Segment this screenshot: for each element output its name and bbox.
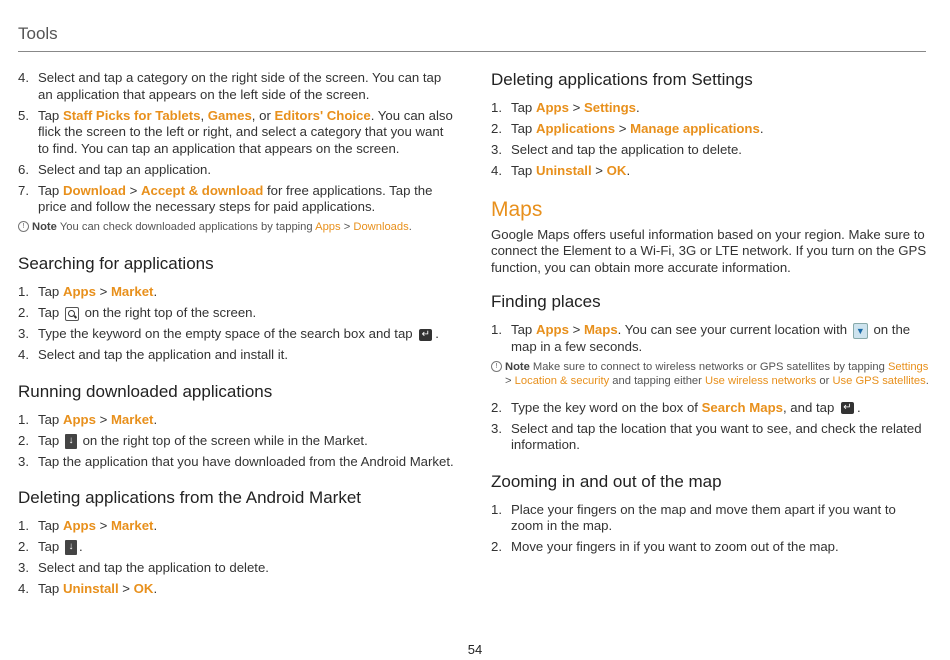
step-text: .: [408, 221, 412, 233]
step-number: 2.: [491, 539, 502, 555]
step-text: Tap: [38, 432, 63, 448]
note-label: Note: [505, 360, 530, 373]
enter-key-icon: ↵: [419, 329, 432, 341]
note-label: Note: [32, 221, 57, 233]
step-text: . You can also flick the screen to the left or right, and select a category that you want to find. You can tap an application that appears on the screen.: [38, 107, 453, 156]
step-text: Tap: [38, 518, 63, 533]
step-text: .: [925, 374, 929, 387]
deleting-market-steps-list: [18, 518, 458, 598]
menu-path-term: Maps: [583, 322, 618, 337]
step-text: Tap: [511, 163, 536, 178]
market-steps-list: [18, 70, 458, 216]
step-text: >: [118, 581, 134, 596]
step-text: .: [153, 411, 158, 427]
step-number: 2.: [491, 121, 502, 136]
step-number: 3.: [18, 453, 29, 469]
step-text: Select and tap the location that you want to see, and check the related information.: [511, 420, 922, 453]
step-text: You can check downloaded applications by tapping: [59, 221, 316, 233]
step-text: for free applications. Tap the price and follow the necessary steps for paid applications.: [38, 182, 433, 214]
menu-path-term: Downloads: [353, 221, 409, 233]
step-text: , or: [251, 107, 275, 123]
list-item: [18, 284, 458, 301]
list-item: [18, 433, 458, 450]
step-text: or: [816, 374, 833, 387]
list-item: [491, 502, 931, 535]
location-icon: ▼: [853, 323, 868, 339]
step-text: Move your fingers in if you want to zoom out of the map.: [511, 539, 839, 555]
step-text: Tap the application that you have downloaded from the Android Market.: [38, 453, 454, 469]
menu-path-term: Download: [62, 182, 126, 198]
step-text: Tap: [38, 284, 63, 299]
list-item: [491, 421, 931, 454]
left-column: [18, 70, 458, 602]
menu-path-term: Market: [110, 518, 154, 533]
menu-path-term: Settings: [887, 360, 929, 373]
step-number: 3.: [18, 326, 29, 341]
step-text: >: [591, 163, 607, 178]
step-number: 4.: [18, 581, 29, 596]
list-item: [18, 581, 458, 598]
step-text: .: [759, 121, 764, 136]
searching-heading: Searching for applications: [18, 254, 214, 273]
step-number: 3.: [18, 560, 29, 575]
step-number: 1.: [18, 518, 29, 533]
menu-path-term: Apps: [62, 284, 96, 299]
menu-path-term: Use wireless networks: [704, 374, 817, 387]
step-text: >: [568, 100, 584, 115]
step-text: , and tap: [782, 399, 838, 415]
step-text: >: [505, 374, 515, 387]
step-text: .: [626, 163, 631, 178]
deleting-settings-heading: Deleting applications from Settings: [491, 70, 753, 89]
step-number: 7.: [18, 182, 29, 198]
step-text: >: [615, 121, 631, 136]
finding-steps-list-b: [491, 400, 931, 454]
list-item: [491, 100, 931, 117]
step-text: Tap: [38, 305, 63, 320]
step-text: .: [435, 326, 439, 341]
step-text: .: [153, 284, 158, 299]
step-text: Place your fingers on the map and move them apart if you want to zoom in the map.: [511, 501, 896, 534]
step-text: Select and tap the application to delete.: [38, 560, 269, 575]
menu-path-term: Accept & download: [140, 182, 264, 198]
zooming-steps-list: [491, 502, 931, 556]
menu-path-term: OK: [606, 163, 627, 178]
step-text: Select and tap an application.: [38, 161, 212, 177]
menu-path-term: Staff Picks for Tablets: [62, 107, 201, 123]
step-text: Make sure to connect to wireless networks or GPS satellites by tapping: [532, 360, 888, 373]
menu-path-term: Search Maps: [701, 399, 783, 415]
list-item: [18, 183, 458, 216]
step-number: 2.: [18, 432, 29, 448]
step-text: >: [95, 284, 111, 299]
page-number: 54: [467, 642, 483, 657]
list-item: [491, 163, 931, 180]
menu-path-term: Apps: [535, 322, 569, 337]
enter-key-icon: ↵: [841, 402, 854, 414]
menu-path-term: Market: [110, 284, 154, 299]
download-icon: ↓: [65, 540, 77, 555]
step-number: 1.: [491, 100, 502, 115]
step-text: .: [153, 518, 158, 533]
step-text: >: [340, 221, 354, 233]
maps-intro: Google Maps offers useful information based on your region. Make sure to connect the Element to a Wi-Fi, 3G or LTE network. If you turn on the GPS function, you can obtain more accurate information.: [491, 226, 927, 275]
menu-path-term: Apps: [62, 518, 96, 533]
step-text: Type the key word on the box of: [511, 399, 702, 415]
deleting-market-heading: Deleting applications from the Android Market: [18, 488, 362, 507]
list-item: [18, 412, 458, 429]
step-text: on the right top of the screen.: [80, 305, 257, 320]
list-item: [18, 305, 458, 322]
step-text: ,: [200, 107, 208, 123]
step-text: Select and tap the application to delete.: [511, 142, 742, 157]
step-number: 1.: [18, 284, 29, 299]
step-text: Tap: [511, 322, 536, 337]
right-column: [491, 70, 931, 560]
step-number: 4.: [18, 70, 29, 85]
step-text: Tap: [38, 539, 63, 554]
header-title: Tools: [18, 24, 58, 43]
menu-path-term: Use GPS satellites: [832, 374, 926, 387]
list-item: [18, 70, 458, 103]
search-icon: [65, 307, 79, 321]
gps-note: [491, 360, 931, 388]
menu-path-term: Manage applications: [630, 121, 760, 136]
menu-path-term: Applications: [535, 121, 616, 136]
menu-path-term: Market: [110, 411, 154, 427]
list-item: [18, 108, 458, 158]
finding-steps-list-a: [491, 322, 931, 355]
step-text: Tap: [511, 121, 536, 136]
step-text: >: [568, 322, 584, 337]
step-text: .: [856, 399, 861, 415]
step-number: 2.: [491, 399, 502, 415]
list-item: [18, 347, 458, 364]
step-number: 2.: [18, 305, 29, 320]
list-item: [491, 539, 931, 556]
step-text: and tapping either: [609, 374, 705, 387]
step-text: on the right top of the screen while in the Market.: [78, 432, 368, 448]
list-item: [18, 518, 458, 535]
menu-path-term: Games: [207, 107, 252, 123]
step-text: >: [95, 411, 111, 427]
step-text: .: [153, 581, 158, 596]
page-header: [18, 24, 926, 52]
step-number: 3.: [491, 420, 502, 436]
step-text: . You can see your current location with: [617, 322, 851, 337]
step-text: on the map in a few seconds.: [511, 322, 911, 354]
menu-path-term: Apps: [535, 100, 569, 115]
menu-path-term: OK: [133, 581, 154, 596]
step-text: Tap: [38, 411, 63, 427]
list-item: [18, 560, 458, 577]
step-text: Tap: [38, 581, 63, 596]
list-item: [18, 454, 458, 471]
note-icon: !: [18, 221, 29, 232]
downloads-note: [18, 220, 458, 234]
menu-path-term: Location & security: [514, 374, 610, 387]
menu-path-term: Editors' Choice: [274, 107, 371, 123]
step-text: .: [635, 100, 640, 115]
step-text: Select and tap a category on the right side of the screen. You can tap an application that appears on the left side of the screen.: [38, 70, 442, 102]
step-text: >: [125, 182, 141, 198]
menu-path-term: Apps: [315, 221, 341, 233]
step-number: 4.: [18, 347, 29, 362]
step-text: >: [95, 518, 111, 533]
running-heading: Running downloaded applications: [18, 381, 273, 401]
step-number: 3.: [491, 142, 502, 157]
maps-heading: Maps: [491, 197, 543, 221]
download-icon: ↓: [65, 434, 77, 449]
deleting-settings-steps-list: [491, 100, 931, 180]
step-number: 1.: [18, 411, 29, 427]
note-icon: !: [491, 361, 502, 372]
menu-path-term: Uninstall: [535, 163, 592, 178]
finding-heading: Finding places: [491, 292, 601, 311]
list-item: [18, 326, 458, 343]
list-item: [491, 400, 931, 417]
list-item: [18, 162, 458, 179]
step-text: Tap: [38, 182, 63, 198]
step-number: 6.: [18, 161, 29, 177]
step-text: Tap: [38, 107, 63, 123]
step-text: .: [78, 539, 83, 554]
step-text: Type the keyword on the empty space of the search box and tap: [38, 326, 417, 341]
step-number: 1.: [491, 322, 502, 337]
menu-path-term: Uninstall: [62, 581, 119, 596]
menu-path-term: Apps: [62, 411, 96, 427]
step-number: 1.: [491, 501, 502, 517]
step-text: Tap: [511, 100, 536, 115]
menu-path-term: Settings: [583, 100, 636, 115]
zooming-heading: Zooming in and out of the map: [491, 471, 722, 491]
step-number: 4.: [491, 163, 502, 178]
step-text: Select and tap the application and install it.: [38, 347, 288, 362]
step-number: 5.: [18, 107, 29, 123]
list-item: [18, 539, 458, 556]
list-item: [491, 121, 931, 138]
list-item: [491, 322, 931, 355]
list-item: [491, 142, 931, 159]
step-number: 2.: [18, 539, 29, 554]
searching-steps-list: [18, 284, 458, 364]
running-steps-list: [18, 412, 458, 471]
